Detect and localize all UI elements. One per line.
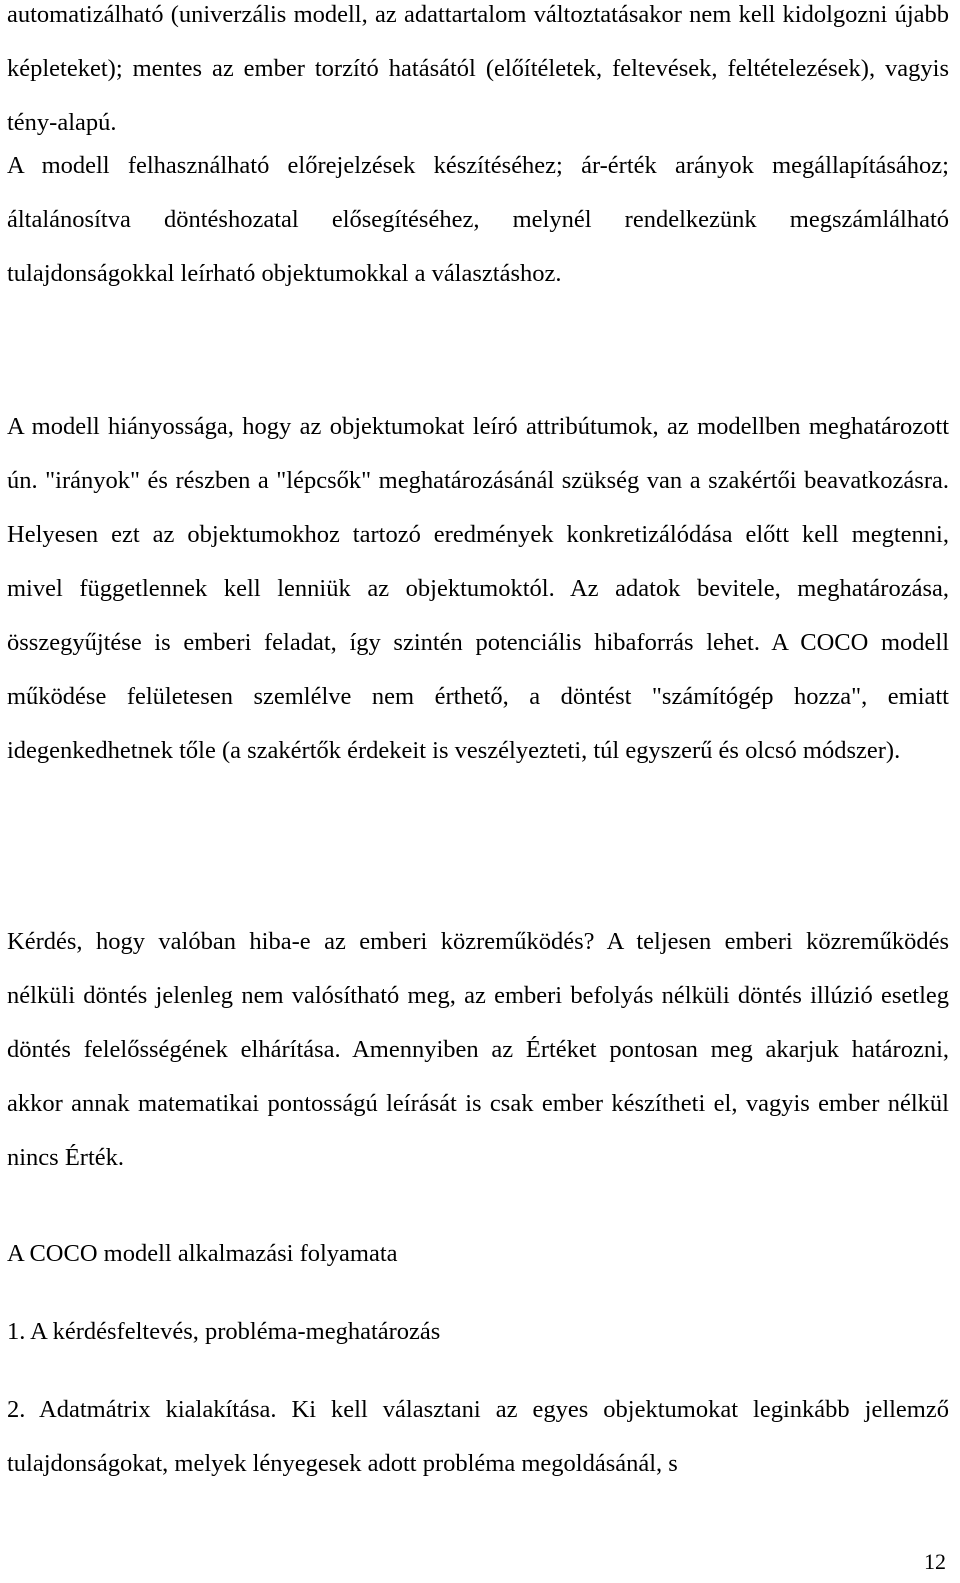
- paragraph-human-contribution: Kérdés, hogy valóban hiba-e az emberi közreműködés? A teljesen emberi közreműködés nélküli döntés jelenleg nem valósítható meg, az emberi befolyás nélküli döntés illúzió esetleg döntés felelősségének elhárítása. Amennyiben az Értéket pontosan meg akarjuk határozni, akkor annak matematikai pontosságú leírását is csak ember készítheti el, vagyis ember nélkül nincs Érték.: [7, 928, 949, 1171]
- list-item-step-1: 1. A kérdésfeltevés, probléma-meghatározás: [7, 1318, 441, 1345]
- section-heading-coco-process: A COCO modell alkalmazási folyamata: [7, 1240, 398, 1267]
- page-number: 12: [924, 1549, 946, 1574]
- paragraph-intro-continuation: automatizálható (univerzális modell, az adattartalom változtatásakor nem kell kidolgozni újabb képleteket); mentes az ember torzító hatásától (előítéletek, feltevések, feltételezések), vagyis tény-alapú.: [7, 1, 949, 136]
- paragraph-model-uses: A modell felhasználható előrejelzések készítéséhez; ár-érték arányok megállapításához; általánosítva döntéshozatal elősegítéséhez, melynél rendelkezünk megszámlálható tulajdonságokkal leírható objektumokkal a választáshoz.: [7, 152, 949, 287]
- list-item-step-2: 2. Adatmátrix kialakítása. Ki kell választani az egyes objektumokat leginkább jellemző tulajdonságokat, melyek lényegesek adott probléma megoldásánál, s: [7, 1396, 949, 1477]
- paragraph-model-shortcomings: A modell hiányossága, hogy az objektumokat leíró attribútumok, az modellben meghatározott ún. "irányok" és részben a "lépcsők" meghatározásánál szükség van a szakértői beavatkozásra. Helyesen ezt az objektumokhoz tartozó eredmények konkretizálódása előtt kell megtenni, mivel függetlennek kell lenniük az objektumoktól. Az adatok bevitele, meghatározása, összegyűjtése is emberi feladat, így szintén potenciális hibaforrás lehet. A COCO modell működése felületesen szemlélve nem érthető, a döntést "számítógép hozza", emiatt idegenkedhetnek tőle (a szakértők érdekeit is veszélyezteti, túl egyszerű és olcsó módszer).: [7, 413, 949, 764]
